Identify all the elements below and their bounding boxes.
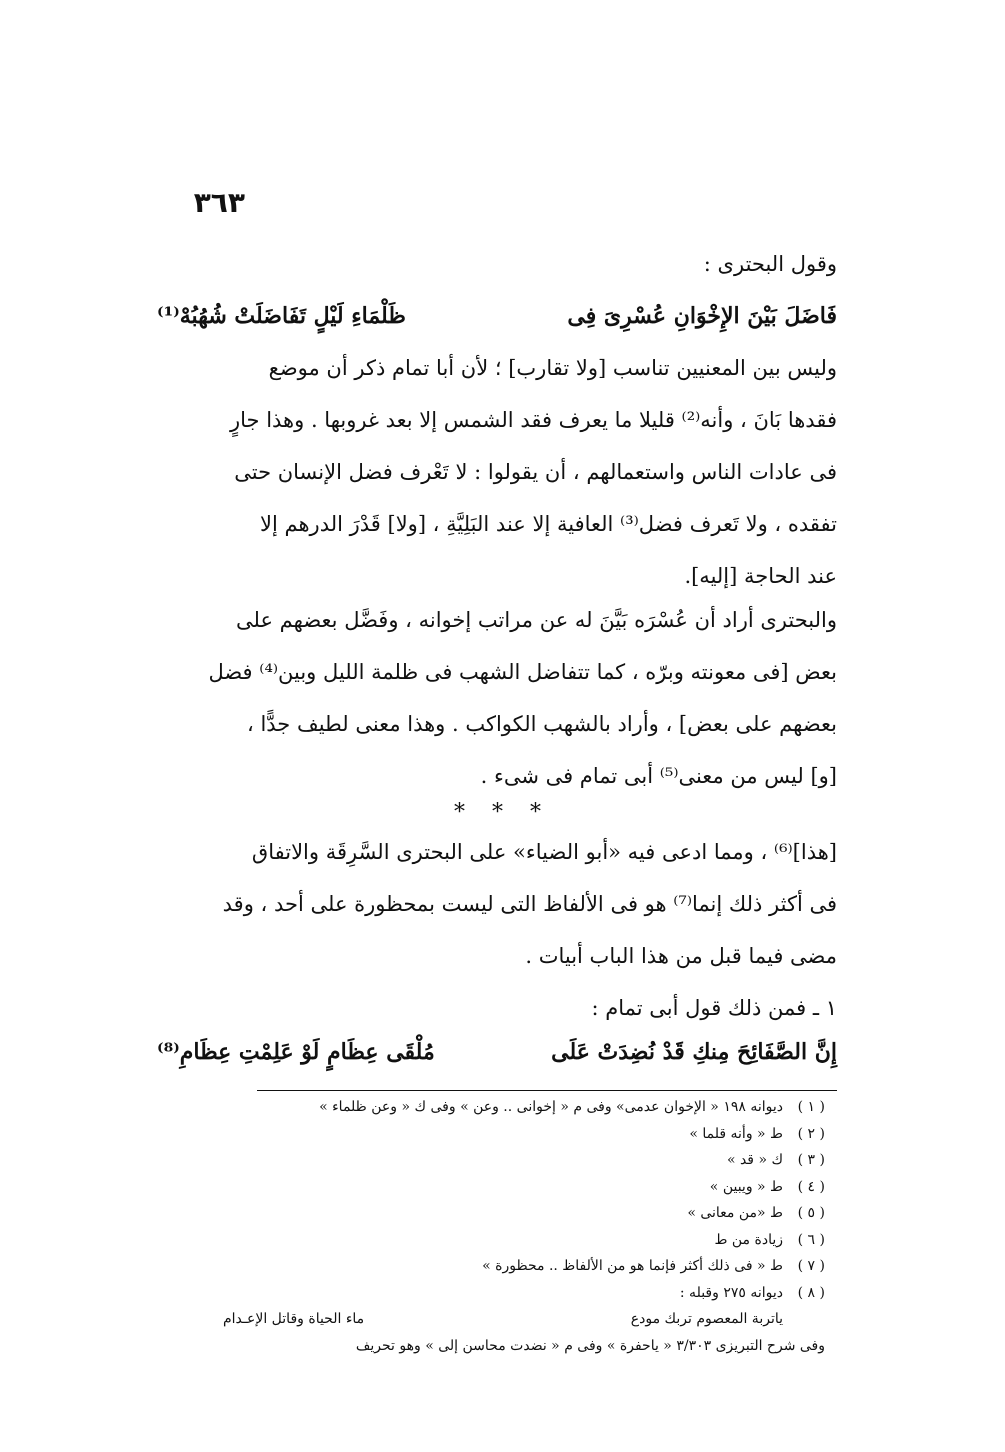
section-separator: * * * [454,800,551,825]
text-line: عند الحاجة [إليه]. [684,564,837,588]
footnote [185,1147,825,1174]
verse-abu-tammam [157,1026,837,1078]
text-line: فى عادات الناس واستعمالهم ، أن يقولوا : لا تَعْرف فضل الإنسان حتى [234,460,837,484]
text-line: فى أكثر ذلك إنما⁽⁷⁾ هو فى الألفاظ التى ليست بمحظورة على أحد ، وقد [222,892,837,916]
footnote-number: ( ٨ ) [797,1284,825,1301]
paragraph-1 [157,342,837,602]
footnote-number: ( ٢ ) [797,1125,825,1142]
footnote [185,1121,825,1148]
verse-second-hemistich: ظَلْمَاءِ لَيْلٍ تَفَاضَلَتْ شُهُبُهْ⁽¹⁾ [157,303,406,329]
text-line: [و] ليس من معنى⁽⁵⁾ أبى تمام فى شىء . [480,764,837,788]
text-line: تفقده ، ولا تَعرف فضل⁽³⁾ العافية إلا عند البَلِيَّةِ ، [ولا] قَدْرَ الدرهم إلا [260,512,837,536]
footnote-text: ط « فى ذلك أكثر فإنما هو من الألفاظ .. محظورة » [482,1258,783,1274]
footnote [185,1227,825,1254]
footnote-text: ط «من معانى » [687,1205,783,1221]
verse-buhturi [157,290,837,342]
footnote-number: ( ٦ ) [797,1231,825,1248]
footnote-text: ط « وأنه قلما » [689,1125,783,1142]
page-number: ٣٦٣ [193,186,245,219]
footnote-verse [223,1306,783,1333]
text-line: [هذا]⁽⁶⁾ ، ومما ادعى فيه «أبو الضياء» على البحترى السَّرِقَة والاتفاق [251,840,837,864]
footnote-continuation: وفى شرح التبريزى ٣/٣٠٣ « ياحفرة » وفى م « نضدت محاسن إلى » وهو تحريف [355,1337,825,1354]
footnote-text: ديوانه ٢٧٥ وقبله : [679,1284,783,1301]
text-line: بعض [فى معونته وبرّه ، كما تتفاضل الشهب فى ظلمة الليل وبين⁽⁴⁾ فضل [208,660,837,684]
intro-line-buhturi [157,238,837,290]
text-line: مضى فيما قبل من هذا الباب أبيات . [525,944,837,968]
footnote-number: ( ٥ ) [797,1205,825,1221]
text-line: وليس بين المعنيين تناسب [ولا تقارب] ؛ لأن أبا تمام ذكر أن موضع [268,356,837,380]
text-line: ١ ـ فمن ذلك قول أبى تمام : [591,996,837,1020]
verse-second-hemistich: مُلْقَى عِظَامٍ لَوْ عَلِمْتِ عِظَامِ⁽⁸⁾ [157,1039,435,1065]
footnote [185,1253,825,1280]
footnote-text: زيادة من ط [714,1231,783,1248]
footnote-text: ديوانه ١٩٨ « الإخوان عدمى» وفى م « إخوانى .. وعن » وفى ك « وعن ظلماء » [319,1099,783,1115]
footnote-number: ( ٣ ) [797,1152,825,1168]
footnotes [185,1094,825,1359]
footnote-number: ( ١ ) [797,1099,825,1115]
footnote-divider [257,1090,837,1091]
paragraph-3 [157,826,837,982]
footnote-text: ك « قد » [726,1152,783,1168]
footnote [185,1280,825,1307]
footnote-verse-second: ماء الحياة وقاتل الإعـدام [223,1311,365,1327]
footnote-number: ( ٤ ) [797,1178,825,1195]
footnote-number: ( ٧ ) [797,1258,825,1274]
text-line: وقول البحترى : [703,252,837,276]
footnote [185,1094,825,1121]
verse-first-hemistich: فَاضَلَ بَيْنَ الإِخْوَانِ عُسْرِىَ فِى [567,303,837,329]
footnote [185,1174,825,1201]
text-line: والبحترى أراد أن عُسْرَه بَيَّنَ له عن مراتب إخوانه ، وفَضَّل بعضهم على [236,608,837,632]
text-line: بعضهم على بعض] ، وأراد بالشهب الكواكب . وهذا معنى لطيف جدًّا ، [247,712,837,736]
verse-first-hemistich: إِنَّ الصَّفَائِحَ مِنكِ قَدْ نُضِدَتْ عَلَى [551,1039,837,1065]
footnote [185,1200,825,1227]
footnote-verse-first: ياتربة المعصوم تربك مودع [630,1311,783,1327]
paragraph-2 [157,594,837,802]
text-line: فقدها بَانَ ، وأنه⁽²⁾ قليلا ما يعرف فقد الشمس إلا بعد غروبها . وهذا جارٍ [230,408,837,432]
footnote-text: ط « ويبين » [709,1178,783,1195]
